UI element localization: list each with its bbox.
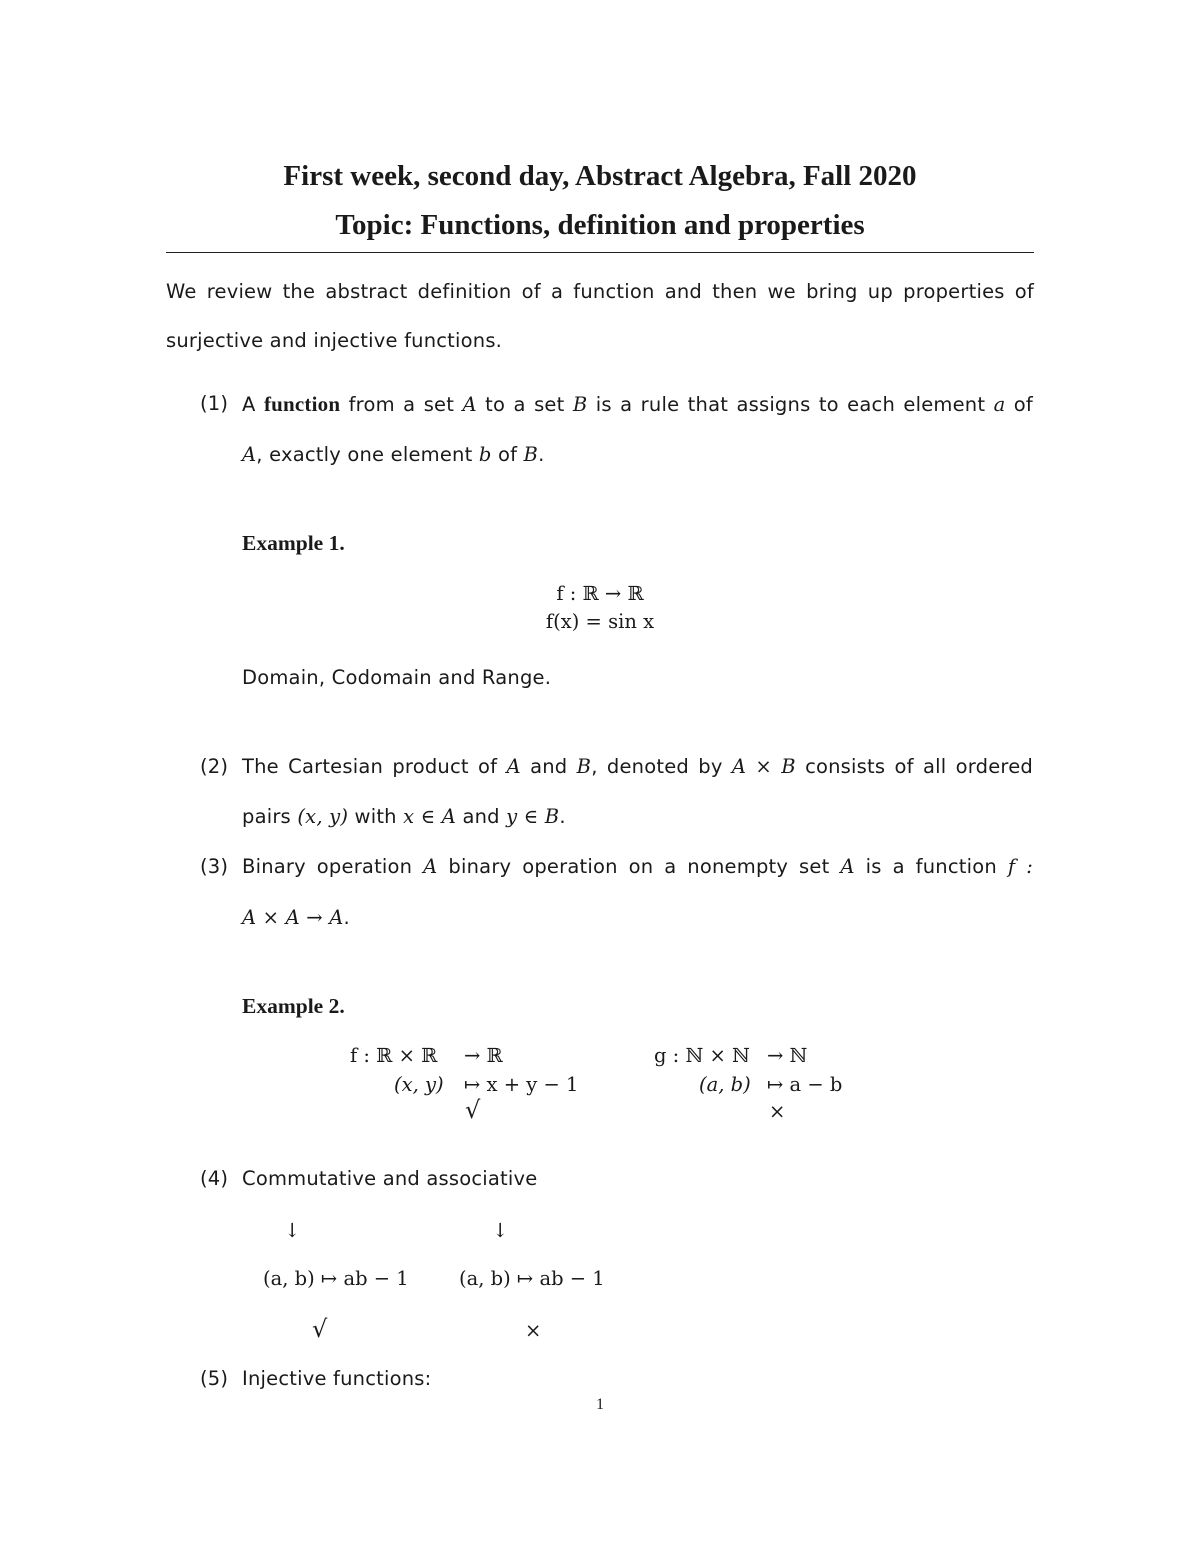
example-2-heading: Example 2. bbox=[242, 994, 345, 1018]
item-5-label: Injective functions: bbox=[242, 1367, 432, 1390]
example-2-left-input: (x, y) bbox=[394, 1073, 444, 1096]
item-5-number: (5) bbox=[200, 1367, 229, 1390]
example-1-heading: Example 1. bbox=[242, 531, 345, 555]
item-3-line-2: A × A → A. bbox=[242, 906, 350, 929]
item-1-line-1: A function from a set A to a set B is a rule that assigns to each element a of bbox=[242, 392, 1033, 416]
cross-icon: × bbox=[525, 1319, 542, 1342]
example-2-right-domain: g : ℕ × ℕ bbox=[654, 1044, 750, 1067]
example-2-left-rule: ↦ x + y − 1 bbox=[464, 1073, 579, 1096]
item-3-number: (3) bbox=[200, 855, 229, 878]
example-1-note: Domain, Codomain and Range. bbox=[242, 666, 552, 689]
example-2-left-codomain: → ℝ bbox=[464, 1044, 503, 1067]
item-3-line-1: Binary operation A binary operation on a nonempty set A is a function f : bbox=[242, 855, 1033, 878]
check-icon: √ bbox=[465, 1096, 481, 1124]
page-subtitle: Topic: Functions, definition and properties bbox=[335, 209, 865, 241]
check-icon: √ bbox=[312, 1315, 328, 1343]
item-4-label: Commutative and associative bbox=[242, 1167, 538, 1190]
intro-line-2: surjective and injective functions. bbox=[166, 329, 503, 352]
item-1-number: (1) bbox=[200, 392, 229, 415]
item-1-line-2: A, exactly one element b of B. bbox=[242, 443, 545, 466]
example-1-eq-1: f : ℝ → ℝ bbox=[556, 582, 644, 605]
term-function: function bbox=[263, 392, 341, 416]
page-number: 1 bbox=[596, 1396, 604, 1413]
item-4-number: (4) bbox=[200, 1167, 229, 1190]
intro-line-1: We review the abstract definition of a function and then we bring up properties of bbox=[166, 280, 1034, 303]
down-arrow-icon: ↓ bbox=[284, 1219, 301, 1242]
example-2-right-codomain: → ℕ bbox=[767, 1044, 808, 1067]
item-2-line-1: The Cartesian product of A and B, denoted by A × B consists of all ordered bbox=[242, 755, 1033, 778]
item-4-right-map: (a, b) ↦ ab − 1 bbox=[459, 1267, 605, 1290]
item-2-number: (2) bbox=[200, 755, 229, 778]
title-rule bbox=[166, 252, 1034, 253]
page-title: First week, second day, Abstract Algebra, Fall 2020 bbox=[283, 160, 917, 192]
down-arrow-icon: ↓ bbox=[492, 1219, 509, 1242]
example-2-left-domain: f : ℝ × ℝ bbox=[350, 1044, 438, 1067]
example-2-right-input: (a, b) bbox=[699, 1073, 751, 1096]
example-2-right-rule: ↦ a − b bbox=[767, 1073, 843, 1096]
cross-icon: × bbox=[769, 1100, 786, 1123]
example-1-eq-2: f(x) = sin x bbox=[545, 610, 655, 633]
item-4-left-map: (a, b) ↦ ab − 1 bbox=[263, 1267, 409, 1290]
item-2-line-2: pairs (x, y) with x ∈ A and y ∈ B. bbox=[242, 805, 566, 828]
